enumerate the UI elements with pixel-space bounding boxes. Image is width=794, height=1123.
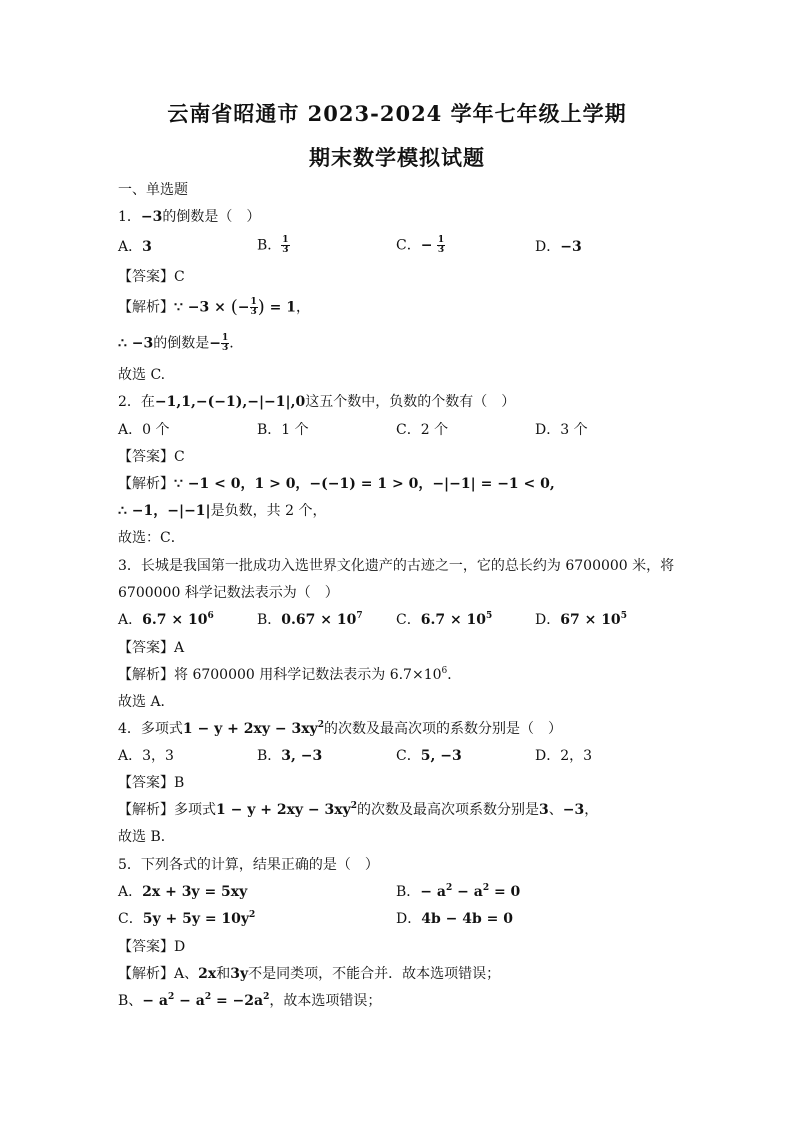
question-1-stem: 1．−3的倒数是（ ） (118, 209, 261, 225)
q5-analysis-line2: B、− $a^2 - a^2 = -2a^2$，故本选项错误； (118, 992, 382, 1009)
section-heading: 一、单选题 (118, 182, 188, 198)
q3-option-d: D．$67 \times 10^5$ (535, 611, 627, 628)
q3-option-c: C．$6.7 \times 10^5$ (396, 611, 493, 628)
q1-analysis-line1: 【解析】∵ −3 × (− $\frac{1}{3}$ ) = 1， (118, 296, 311, 318)
q3-answer: 【答案】A (118, 640, 185, 656)
question-4-stem: 4．多项式$1 - y + 2xy - 3xy^2$的次数及最高次项的系数分别是（ ） (118, 720, 562, 737)
q3-conclusion: 故选 A． (118, 694, 175, 710)
q3-analysis: 【解析】将 6700000 用科学记数法表示为 $6.7\times 10^6$． (118, 666, 462, 683)
q2-option-a: A．0 个 (118, 422, 170, 438)
q4-analysis: 【解析】多项式$1 - y + 2xy - 3xy^2$的次数及最高次项系数分别是3、−3， (118, 801, 599, 818)
q1-option-b: B． $\frac{1}{3}$ (257, 235, 289, 255)
q4-option-d: D．2，3 (535, 748, 593, 764)
q5-answer: 【答案】D (118, 939, 186, 955)
q5-option-c: C．$5y + 5y = 10y^2$ (118, 910, 256, 927)
q5-analysis-line1: 【解析】A、2x和3y不是同类项，不能合并．故本选项错误； (118, 966, 501, 982)
question-3-stem-line1: 3．长城是我国第一批成功入选世界文化遗产的古迹之一，它的总长约为 6700000 米，将 (118, 558, 675, 574)
q2-option-d: D．3 个 (535, 422, 588, 438)
q4-answer: 【答案】B (118, 775, 185, 791)
q3-option-a: A．$6.7 \times 10^6$ (118, 611, 214, 628)
q1-conclusion: 故选 C. (118, 367, 166, 383)
q2-option-b: B．1 个 (257, 422, 309, 438)
page-title-line1: 云南省昭通市 2023-2024 学年七年级上学期 (167, 101, 627, 126)
q2-analysis-line2: ∴ −1，−|−1|是负数，共 2 个， (118, 503, 327, 519)
q4-option-c: C．5, −3 (396, 748, 462, 764)
question-2-stem: 2．在−1,1,−(−1),−|−1|,0这五个数中，负数的个数有（ ） (118, 394, 516, 410)
q4-conclusion: 故选 B． (118, 829, 175, 845)
q1-option-c: C．− $\frac{1}{3}$ (396, 235, 445, 255)
q5-option-b: B．− $a^2 - a^2 = 0$ (396, 883, 521, 900)
q5-option-a: A．2x + 3y = 5xy (118, 884, 248, 900)
q5-option-d: D．4b − 4b = 0 (396, 911, 513, 927)
page-title-line2: 期末数学模拟试题 (309, 145, 485, 170)
q2-conclusion: 故选：C． (118, 530, 185, 546)
q1-answer: 【答案】C (118, 269, 185, 285)
q3-option-b: B．$0.67 \times 10^7$ (257, 611, 363, 628)
question-5-stem: 5．下列各式的计算，结果正确的是（ ） (118, 857, 379, 873)
q4-option-b: B．3, −3 (257, 748, 323, 764)
q1-analysis-line2: ∴ −3的倒数是− $\frac{1}{3}$ . (118, 333, 234, 353)
q2-analysis-line1: 【解析】∵ −1 < 0，1 > 0，−(−1) = 1 > 0，−|−1| = −1 < 0, (118, 476, 555, 492)
q2-option-c: C．2 个 (396, 422, 449, 438)
q2-answer: 【答案】C (118, 449, 185, 465)
q1-option-a: A．3 (118, 239, 152, 255)
question-3-stem-line2: 6700000 科学记数法表示为（ ） (118, 585, 339, 601)
q1-option-d: D．−3 (535, 239, 582, 255)
q4-option-a: A．3，3 (118, 748, 174, 764)
